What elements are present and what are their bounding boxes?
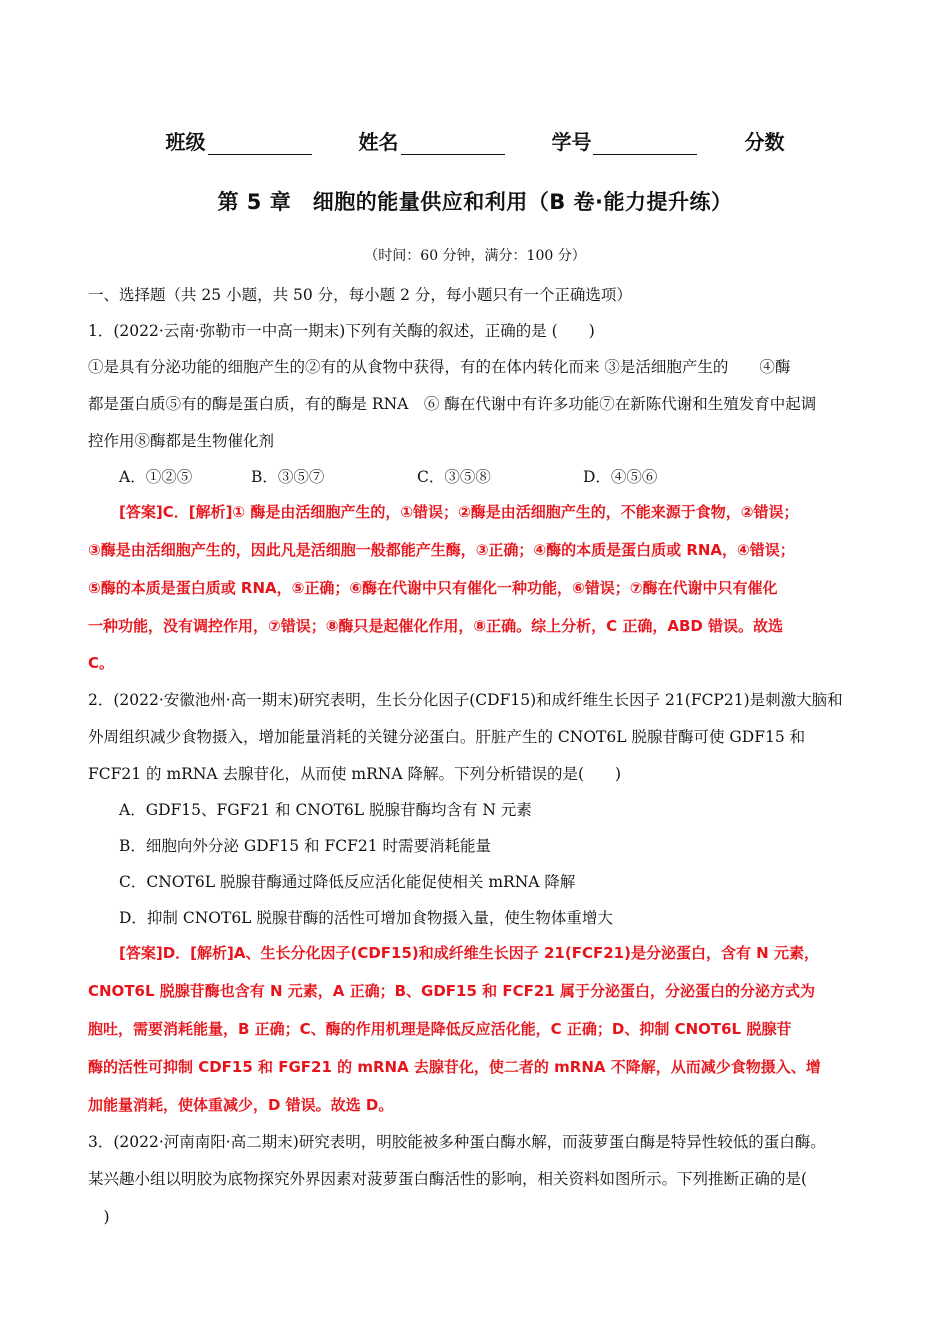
q2-answer-line: 胞吐，需要消耗能量，B 正确；C、酶的作用机理是降低反应活化能，C 正确；D、抑制 CNOT6L 脱腺苷 xyxy=(88,1020,792,1038)
q2-stem: 2．(2022·安徽池州·高一期末)研究表明，生长分化因子(CDF15)和成纤维生长因子 21(FCP21)是刺激大脑和 xyxy=(88,691,843,709)
q1-answer-line: 一种功能，没有调控作用，⑦错误；⑧酶只是起催化作用，⑧正确。综上分析，C 正确，ABD 错误。故选 xyxy=(88,617,784,635)
class-blank[interactable] xyxy=(208,134,312,155)
q3-text-line: ) xyxy=(88,1208,110,1226)
id-label: 学号 xyxy=(551,130,592,154)
name-label: 姓名 xyxy=(358,130,399,154)
q1-options xyxy=(119,465,657,487)
q2-answer-line: [答案]D．[解析]A、生长分化因子(CDF15)和成纤维生长因子 21(FCF21)是分泌蛋白，含有 N 元素， xyxy=(119,944,819,962)
q1-text-line: 都是蛋白质⑤有的酶是蛋白质，有的酶是 RNA ⑥ 酶在代谢中有许多功能⑦在新陈代谢和生殖发育中起调 xyxy=(88,395,817,413)
q2-option-a: A．GDF15、FGF21 和 CNOT6L 脱腺苷酶均含有 N 元素 xyxy=(119,801,532,819)
section-heading: 一、选择题（共 25 小题，共 50 分，每小题 2 分，每小题只有一个正确选项） xyxy=(88,286,632,304)
q1-text-line: ①是具有分泌功能的细胞产生的②有的从食物中获得，有的在体内转化而来 ③是活细胞产生的 ④酶 xyxy=(88,358,791,376)
student-info-line xyxy=(0,126,950,155)
page-title: 第 5 章 细胞的能量供应和利用（B 卷·能力提升练） xyxy=(217,190,733,214)
q2-answer-line: 酶的活性可抑制 CDF15 和 FGF21 的 mRNA 去腺苷化，使二者的 mRNA 不降解，从而减少食物摄入、增 xyxy=(88,1058,821,1076)
page-subtitle: （时间：60 分钟，满分：100 分） xyxy=(364,248,586,264)
q2-option-d: D．抑制 CNOT6L 脱腺苷酶的活性可增加食物摄入量，使生物体重增大 xyxy=(119,909,613,927)
class-field xyxy=(166,126,312,155)
q1-answer-line: ⑤酶的本质是蛋白质或 RNA，⑤正确；⑥酶在代谢中只有催化一种功能，⑥错误；⑦酶在代谢中只有催化 xyxy=(88,579,778,597)
q1-answer-line: [答案]C．[解析]① 酶是由活细胞产生的，①错误；②酶是由活细胞产生的，不能来源于食物，②错误； xyxy=(119,503,799,521)
q3-text-line: 某兴趣小组以明胶为底物探究外界因素对菠萝蛋白酶活性的影响，相关资料如图所示。下列推断正确的是( xyxy=(88,1170,808,1188)
q1-answer-line: C。 xyxy=(88,654,115,672)
q1-answer-line: ③酶是由活细胞产生的，因此凡是活细胞一般都能产生酶，③正确；④酶的本质是蛋白质或 RNA，④错误； xyxy=(88,541,795,559)
q1-option-a: A．①②⑤ xyxy=(119,468,193,486)
q2-text-line: 外周组织减少食物摄入，增加能量消耗的关键分泌蛋白。肝脏产生的 CNOT6L 脱腺苷酶可使 GDF15 和 xyxy=(88,728,806,746)
q1-option-c: C．③⑤⑧ xyxy=(417,468,491,486)
score-field xyxy=(744,126,784,155)
q3-stem: 3．(2022·河南南阳·高二期末)研究表明，明胶能被多种蛋白酶水解，而菠萝蛋白酶是特异性较低的蛋白酶。 xyxy=(88,1133,826,1151)
id-blank[interactable] xyxy=(593,134,697,155)
q2-text-line: FCF21 的 mRNA 去腺苷化，从而使 mRNA 降解。下列分析错误的是( ) xyxy=(88,765,622,783)
q1-text-line: 控作用⑧酶都是生物催化剂 xyxy=(88,432,275,450)
name-field xyxy=(359,126,505,155)
score-label: 分数 xyxy=(744,130,785,154)
q1-stem: 1．(2022·云南·弥勒市一中高一期末)下列有关酶的叙述，正确的是 ( ) xyxy=(88,322,595,340)
q1-option-b: B．③⑤⑦ xyxy=(251,468,325,486)
name-blank[interactable] xyxy=(401,134,505,155)
q2-option-c: C．CNOT6L 脱腺苷酶通过降低反应活化能促使相关 mRNA 降解 xyxy=(119,873,576,891)
q2-answer-line: CNOT6L 脱腺苷酶也含有 N 元素，A 正确；B、GDF15 和 FCF21 属于分泌蛋白，分泌蛋白的分泌方式为 xyxy=(88,982,815,1000)
q2-answer-line: 加能量消耗，使体重减少，D 错误。故选 D。 xyxy=(88,1096,394,1114)
id-field xyxy=(551,126,697,155)
q1-option-d: D．④⑤⑥ xyxy=(583,468,658,486)
q2-option-b: B．细胞向外分泌 GDF15 和 FCF21 时需要消耗能量 xyxy=(119,837,491,855)
class-label: 班级 xyxy=(165,130,206,154)
